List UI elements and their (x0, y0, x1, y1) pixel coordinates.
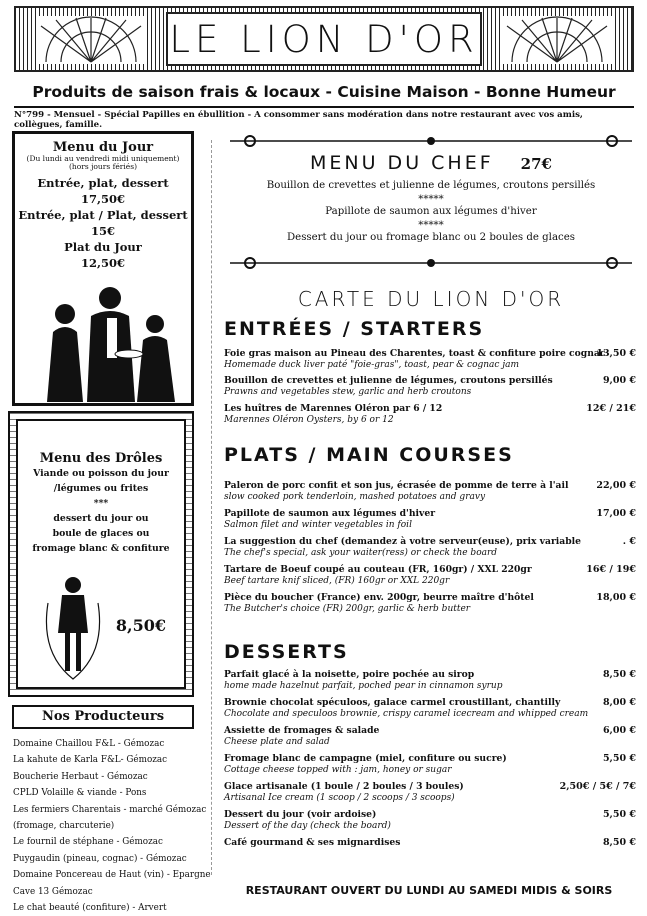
menu-du-jour-sub: (Du lundi au vendredi midi uniquement) (26, 154, 180, 163)
list-item: Le fournil de stéphane - Gémozac (13, 837, 163, 848)
item-name: Parfait glacé à la noisette, poire pochée au sirop (224, 669, 475, 680)
item-name: Pièce du boucher (France) env. 200gr, beurre maître d'hôtel (224, 592, 534, 603)
column-divider (211, 140, 212, 875)
producteurs-list (13, 736, 211, 916)
menu-item (224, 480, 638, 503)
menu-du-jour-line: 17,50€ (80, 192, 125, 206)
item-price: 16€ / 19€ (586, 564, 636, 575)
list-item: La kahute de Karla F&L- Gémozac (13, 755, 168, 766)
section-title-desserts: DESSERTS (224, 641, 349, 663)
item-price: 6,00 € (602, 725, 636, 736)
item-desc: Cottage cheese topped with : jam, honey or sugar (224, 765, 452, 775)
opening-hours: RESTAURANT OUVERT DU LUNDI AU SAMEDI MIDIS & SOIRS (245, 884, 613, 897)
list-item: Puygaudin (pineau, cognac) - Gémozac (13, 853, 187, 864)
menu-item (224, 564, 638, 587)
item-desc: slow cooked pork tenderloin, mashed potatoes and gravy (224, 492, 486, 502)
menu-chef-line: ***** (418, 194, 444, 205)
item-desc: Beef tartare knif sliced, (FR) 160gr or XXL 220gr (224, 576, 450, 586)
menu-chef-price: 27€ (520, 155, 552, 173)
list-item: Les fermiers Charentais - marché Gémozac (13, 804, 207, 815)
item-desc: Dessert of the day (check the board) (224, 821, 391, 831)
item-price: 13,50 € (596, 348, 636, 359)
menu-droles-inner (16, 419, 186, 689)
list-item: Domaine Chaillou F&L - Gémozac (13, 739, 165, 749)
item-price: . € (622, 536, 636, 547)
ornament-scroll-icon (230, 134, 632, 148)
menu-droles-price: 8,50€ (115, 616, 166, 635)
divider-line (14, 106, 634, 108)
menu-du-jour-title: Menu du Jour (52, 140, 154, 155)
menu-droles-line: Viande ou poisson du jour (33, 468, 169, 479)
item-desc: The Butcher's choice (FR) 200gr, garlic & herb butter (224, 604, 471, 614)
menu-du-jour-sub: (hors jours fériés) (69, 162, 137, 171)
item-price: 22,00 € (596, 480, 636, 491)
menu-item (224, 508, 638, 531)
menu-droles-line: fromage blanc & confiture (32, 543, 170, 554)
item-name: Fromage blanc de campagne (miel, confiture ou sucre) (224, 753, 507, 764)
item-desc: The chef's special, ask your waiter(ress) or check the board (224, 548, 498, 558)
list-item: CPLD Volaille & viande - Pons (13, 788, 147, 799)
item-name: Glace artisanale (1 boule / 2 boules / 3 boules) (224, 781, 464, 792)
header-banner (14, 6, 634, 72)
item-name: Dessert du jour (voir ardoise) (224, 809, 377, 820)
item-price: 9,00 € (602, 375, 636, 386)
item-name: Tartare de Boeuf coupé au couteau (FR, 160gr) / XXL 220gr (224, 564, 532, 575)
item-name: Foie gras maison au Pineau des Charentes, toast & confiture poire cognac (224, 348, 606, 359)
section-title-entrees: ENTRÉES / STARTERS (224, 318, 485, 340)
item-price: 18,00 € (596, 592, 636, 603)
item-price: 17,00 € (596, 508, 636, 519)
item-desc: Marennes Oléron Oysters, by 6 or 12 (224, 415, 394, 425)
producteurs-title: Nos Producteurs (12, 705, 194, 729)
menu-du-jour-box (12, 131, 194, 406)
menu-chef-label: MENU DU CHEF (310, 152, 494, 174)
list-item: Cave 13 Gémozac (13, 886, 93, 897)
list-item: Boucherie Herbaut - Gémozac (13, 771, 148, 782)
menu-chef-line: ***** (418, 220, 444, 231)
menu-item (224, 592, 638, 615)
menu-droles-line: /légumes ou frites (53, 483, 149, 494)
menu-du-jour-line: Entrée, plat / Plat, dessert (18, 208, 188, 222)
item-price: 5,50 € (602, 809, 636, 820)
menu-du-jour-line: 12,50€ (80, 256, 125, 270)
item-price: 8,50 € (602, 669, 636, 680)
item-desc: home made hazelnut parfait, poched pear in cinnamon syrup (224, 681, 503, 691)
item-price: 12€ / 21€ (586, 403, 636, 414)
menu-item (224, 809, 638, 832)
item-price: 8,50 € (602, 837, 636, 848)
notice-text: N°799 - Mensuel - Spécial Papilles en ébullition - A consommer sans modération dans notre restaurant avec vos amis, collègues, famille. (14, 110, 583, 130)
list-item: Domaine Poncereau de Haut (vin) - Epargne (13, 870, 211, 881)
menu-chef-line: Dessert du jour ou fromage blanc ou 2 boules de glaces (287, 232, 575, 243)
item-name: Assiette de fromages & salade (224, 725, 380, 736)
menu-droles-box (8, 411, 194, 697)
item-desc: Chocolate and speculoos brownie, crispy caramel icecream and whipped cream (224, 709, 589, 719)
menu-droles-title: Menu des Drôles (39, 451, 163, 466)
item-price: 2,50€ / 5€ / 7€ (559, 781, 636, 792)
title-box (166, 12, 482, 66)
item-name: Bouillon de crevettes et julienne de légumes, croutons persillés (224, 375, 553, 386)
menu-item (224, 669, 638, 692)
menu-item (224, 348, 638, 371)
subtitle: Produits de saison frais & locaux - Cuisine Maison - Bonne Humeur (32, 83, 616, 101)
item-name: Café gourmand & ses mignardises (224, 837, 401, 848)
ornament-scroll-icon (230, 256, 632, 270)
item-desc: Homemade duck liver paté "foie-gras", toast, pear & cognac jam (224, 360, 520, 370)
girl-jump-rope-icon (38, 573, 108, 683)
menu-item (224, 781, 638, 804)
carte-title: CARTE DU LION D'OR (297, 287, 565, 311)
item-name: Paleron de porc confit et son jus, écrasée de pomme de terre à l'ail (224, 480, 569, 491)
item-desc: Artisanal Ice cream (1 scoop / 2 scoops / 3 scoops) (224, 793, 455, 803)
art-deco-fan-icon (502, 16, 612, 64)
item-name: Les huîtres de Marennes Oléron par 6 / 12 (224, 403, 443, 414)
menu-chef-line: Papillote de saumon aux légumes d'hiver (325, 206, 537, 217)
menu-droles-line: boule de glaces ou (52, 528, 150, 539)
section-title-plats: PLATS / MAIN COURSES (224, 444, 514, 466)
menu-du-jour-line: Plat du Jour (64, 240, 142, 254)
menu-item (224, 375, 638, 398)
menu-droles-line: dessert du jour ou (53, 513, 149, 524)
art-deco-fan-icon (36, 16, 146, 64)
menu-droles-line: *** (93, 498, 109, 509)
item-desc: Prawns and vegetables stew, garlic and herb croutons (224, 387, 472, 397)
menu-chef-title (230, 152, 632, 174)
menu-item (224, 403, 638, 426)
list-item: (fromage, charcuterie) (13, 821, 115, 832)
list-item: Le chat beauté (confiture) - Arvert (13, 903, 167, 914)
waiter-illustration-icon (25, 284, 185, 402)
menu-item (224, 753, 638, 776)
item-price: 5,50 € (602, 753, 636, 764)
item-desc: Salmon filet and winter vegetables in foil (224, 520, 412, 530)
item-name: La suggestion du chef (demandez à votre serveur(euse), prix variable (224, 536, 582, 547)
item-name: Papillote de saumon aux légumes d'hiver (224, 508, 436, 519)
restaurant-title: LE LION D'OR (169, 17, 479, 61)
menu-item (224, 725, 638, 748)
menu-du-jour-line: 15€ (90, 224, 115, 238)
menu-item (224, 697, 638, 720)
menu-item (224, 536, 638, 559)
menu-item (224, 837, 638, 849)
item-desc: Cheese plate and salad (224, 737, 330, 747)
menu-chef-line: Bouillon de crevettes et julienne de légumes, croutons persillés (266, 180, 596, 191)
item-name: Brownie chocolat spéculoos, galace carmel croustillant, chantilly (224, 697, 561, 708)
item-price: 8,00 € (602, 697, 636, 708)
menu-du-jour-line: Entrée, plat, dessert (37, 176, 169, 190)
